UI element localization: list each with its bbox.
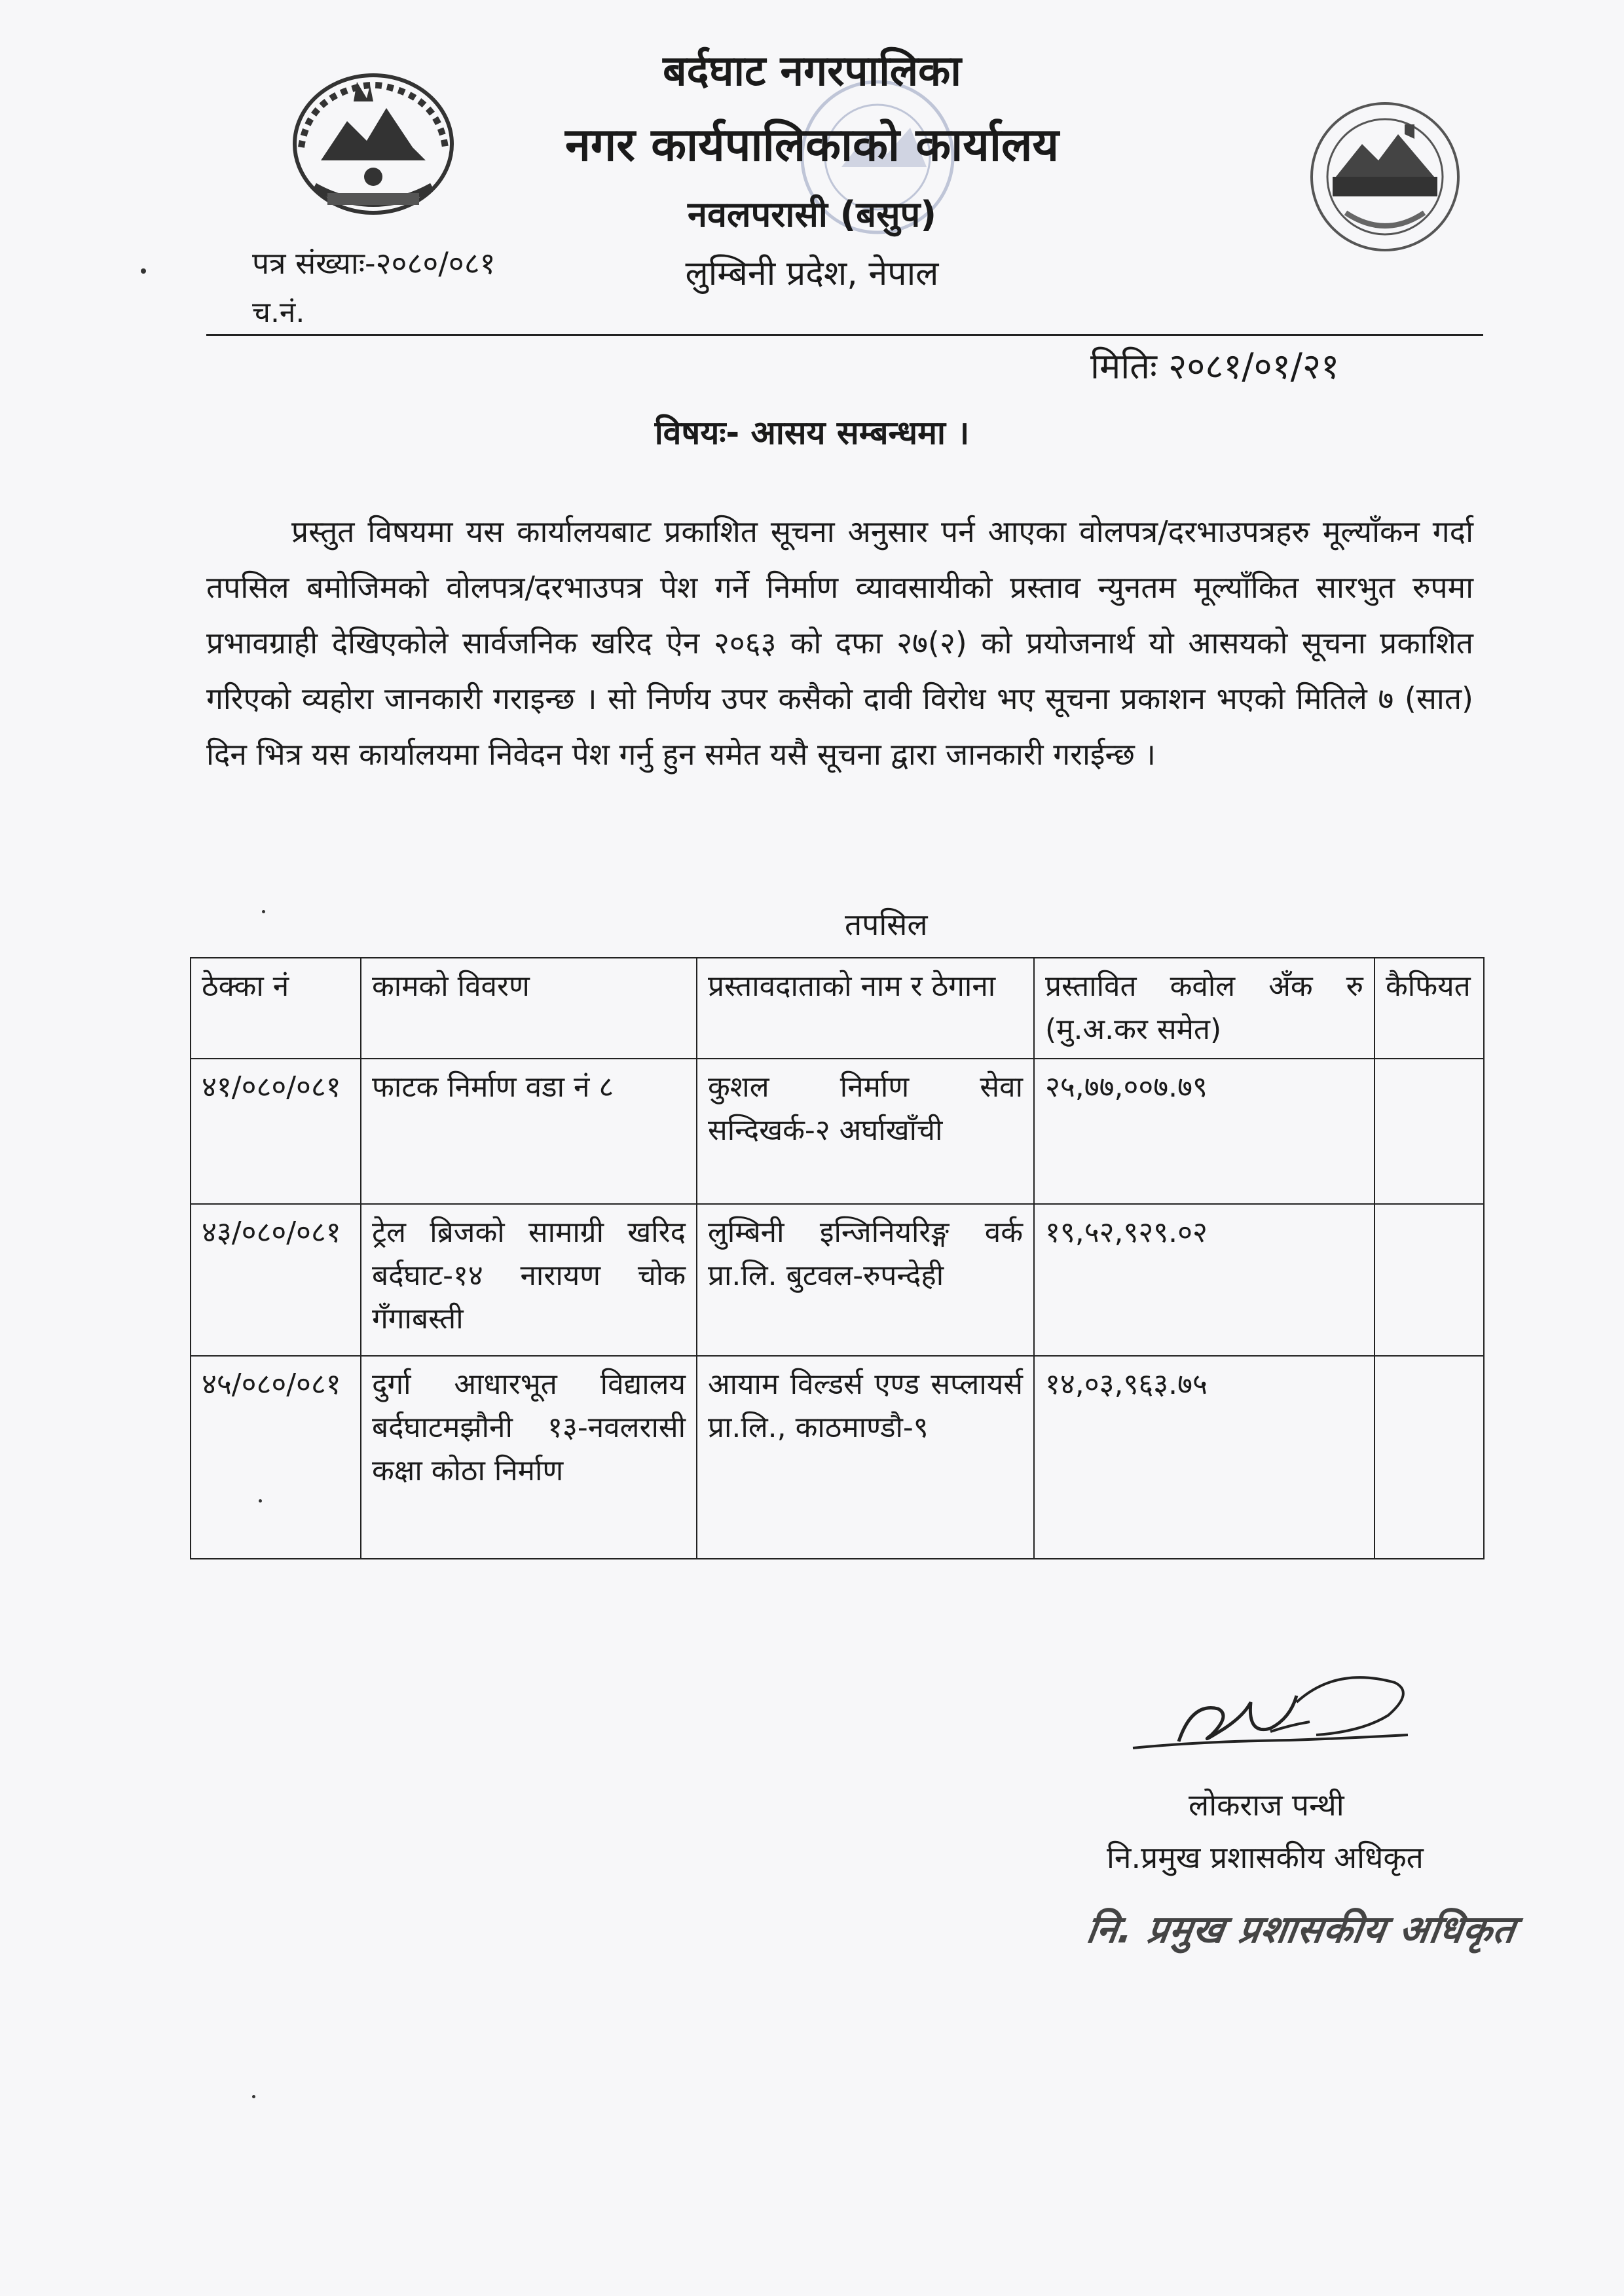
contract-number-cell: ४३/०८०/०८१ (191, 1204, 361, 1356)
reference-number: पत्र संख्याः-२०८०/०८१ (252, 246, 496, 281)
column-header: प्रस्तावदाताको नाम र ठेगाना (697, 958, 1034, 1059)
work-description-cell: फाटक निर्माण वडा नं ८ (361, 1059, 697, 1204)
table-row (191, 1356, 1484, 1559)
column-header: कामको विवरण (361, 958, 697, 1059)
table-row (191, 1059, 1484, 1204)
district-name: नवलपरासी (बसुप) (687, 194, 936, 235)
signer-name: लोकराज पन्थी (1189, 1787, 1344, 1823)
contract-number-cell: ४१/०८०/०८१ (191, 1059, 361, 1204)
column-header: प्रस्तावित कवोल अँक रु (मु.अ.कर समेत) (1034, 958, 1375, 1059)
work-description-cell: ट्रेल ब्रिजको सामाग्री खरिद बर्दघाट-१४ नारायण चोक गँगाबस्ती (361, 1204, 697, 1356)
column-header: कैफियत (1375, 958, 1484, 1059)
contract-number-cell: ४५/०८०/०८१ (191, 1356, 361, 1559)
dispatch-number: च.नं. (252, 296, 305, 329)
table-caption: तपसिल (845, 907, 928, 942)
contract-table (190, 957, 1485, 1559)
table-row (191, 1204, 1484, 1356)
municipality-name: बर्दघाट नगरपालिका (663, 47, 961, 96)
bidder-cell: कुशल निर्माण सेवा सन्दिखर्क-२ अर्घाखाँची (697, 1059, 1034, 1204)
table-header-row (191, 958, 1484, 1059)
scan-speck (259, 1499, 262, 1503)
officer-stamp: नि. प्रमुख प्रशासकीय अधिकृत (1083, 1907, 1519, 1952)
scan-speck (262, 910, 265, 913)
letter-date: मितिः २०८१/०१/२१ (1090, 346, 1340, 387)
bid-amount-cell: १४,०३,९६३.७५ (1034, 1356, 1375, 1559)
remarks-cell (1375, 1356, 1484, 1559)
office-name: नगर कार्यपालिकाको कार्यालय (564, 118, 1060, 172)
letter-subject: विषयः- आसय सम्बन्धमा । (654, 414, 970, 452)
bid-amount-cell: २५,७७,००७.७९ (1034, 1059, 1375, 1204)
bidder-cell: लुम्बिनी इन्जिनियरिङ्ग वर्क प्रा.लि. बुटवल-रुपन्देही (697, 1204, 1034, 1356)
bid-amount-cell: १९,५२,९२९.०२ (1034, 1204, 1375, 1356)
work-description-cell: दुर्गा आधारभूत विद्यालय बर्दघाटमझौनी १३-नवलरासी कक्षा कोठा निर्माण (361, 1356, 697, 1559)
letter-body: प्रस्तुत विषयमा यस कार्यालयबाट प्रकाशित सूचना अनुसार पर्न आएका वोलपत्र/दरभाउपत्रहरु मूल्यॉंकन गर्दा तपसिल बमोजिमको वोलपत्र/दरभाउपत्र पेश गर्ने निर्माण व्यावसायीको प्रस्ताव न्युनतम मूल्यॉंकित सारभुत रुपमा प्रभावग्राही देखिएकोले सार्वजनिक खरिद ऐन २०६३ को दफा २७(२) को प्रयोजनार्थ यो आसयको सूचना प्रकाशित गरिएको व्यहोरा जानकारी गराइन्छ । सो निर्णय उपर कसैको दावी विरोध भए सूचना प्रकाशन भएको मितिले ७ (सात) दिन भित्र यस कार्यालयमा निवेदन पेश गर्नु हुन समेत यसै सूचना द्वारा जानकारी गराईन्छ । (206, 514, 1473, 772)
handwritten-signature-icon (1120, 1663, 1421, 1768)
province-name: लुम्बिनी प्रदेश, नेपाल (685, 254, 939, 293)
scan-speck (252, 2095, 255, 2098)
bidder-cell: आयाम विल्डर्स एण्ड सप्लायर्स प्रा.लि., काठमाण्डौ-९ (697, 1356, 1034, 1559)
header-divider (206, 334, 1483, 336)
scan-speck (141, 268, 146, 274)
signer-title: नि.प्रमुख प्रशासकीय अधिकृत (1107, 1840, 1424, 1875)
remarks-cell (1375, 1059, 1484, 1204)
column-header: ठेक्का नं (191, 958, 361, 1059)
remarks-cell (1375, 1204, 1484, 1356)
